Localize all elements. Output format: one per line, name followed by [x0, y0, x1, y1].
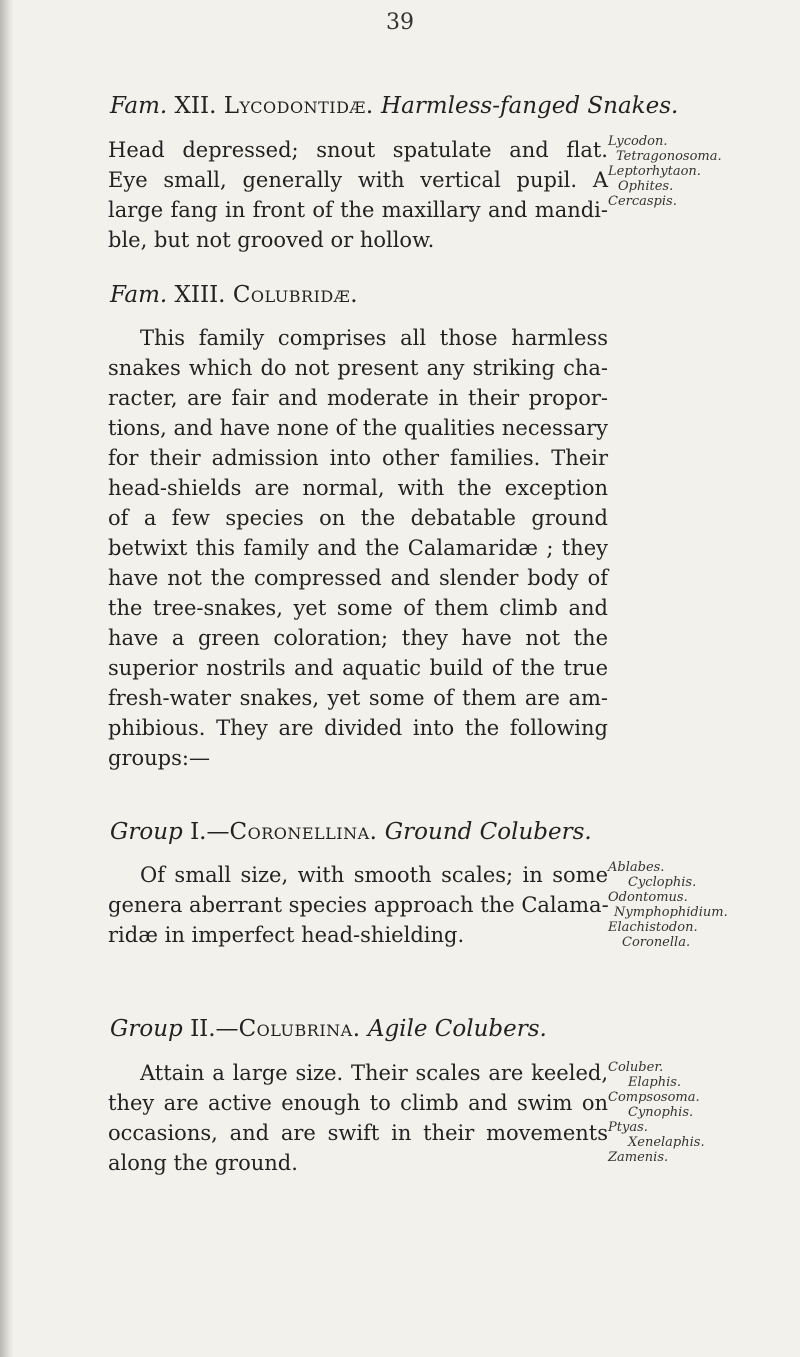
fam-xii-genera-margin: Lycodon. Tetragonosoma. Leptorhytaon. Ophites. Cercaspis.: [608, 134, 722, 209]
fam-xii-paragraph: Head depressed; snout spatulate and flat. Eye small, generally with vertical pupil. A large fang in front of the maxillary and mandi- ble, but not grooved or hollow.: [108, 138, 608, 252]
group-i-genera-margin: Ablabes. Cyclophis. Odontomus. Nymphophidium. Elachistodon. Coronella.: [608, 860, 728, 950]
group-i-paragraph: Of small size, with smooth scales; in some genera aberrant species approach the Calama- ridæ in imperfect head-shielding.: [108, 863, 609, 947]
fam-xiii-paragraph: This family comprises all those harmless snakes which do not present any striking cha- racter, are fair and moderate in their propor- tions, and have none of the qualities necessary for their admission into other families. Their head-shields are normal, with the exception of a few species on the debatable ground betwixt this family and the Calamaridæ ; they have not the compressed and slender body of the tree-snakes, yet some of them climb and have a green coloration; they have not the superior nostrils and aquatic build of the true fresh-water snakes, yet some of them are am- phibious. They are divided into the following groups:—: [108, 326, 608, 770]
page-binding-shadow: [0, 0, 14, 1357]
fam-xii-heading: Fam. XII. Lycodontidæ. Harmless-fanged Snakes.: [110, 93, 679, 119]
fam-xiii-heading: Fam. XIII. Colubridæ.: [110, 282, 359, 308]
page-number: 39: [386, 10, 414, 35]
group-i-heading: Group I.—Coronellina. Ground Colubers.: [110, 819, 592, 845]
group-ii-heading: Group II.—Colubrina. Agile Colubers.: [110, 1016, 547, 1042]
group-ii-genera-margin: Coluber. Elaphis. Compsosoma. Cynophis. Ptyas. Xenelaphis. Zamenis.: [608, 1060, 705, 1165]
group-ii-paragraph: Attain a large size. Their scales are keeled, they are active enough to climb and swim on occasions, and are swift in their movements along the ground.: [108, 1061, 608, 1175]
